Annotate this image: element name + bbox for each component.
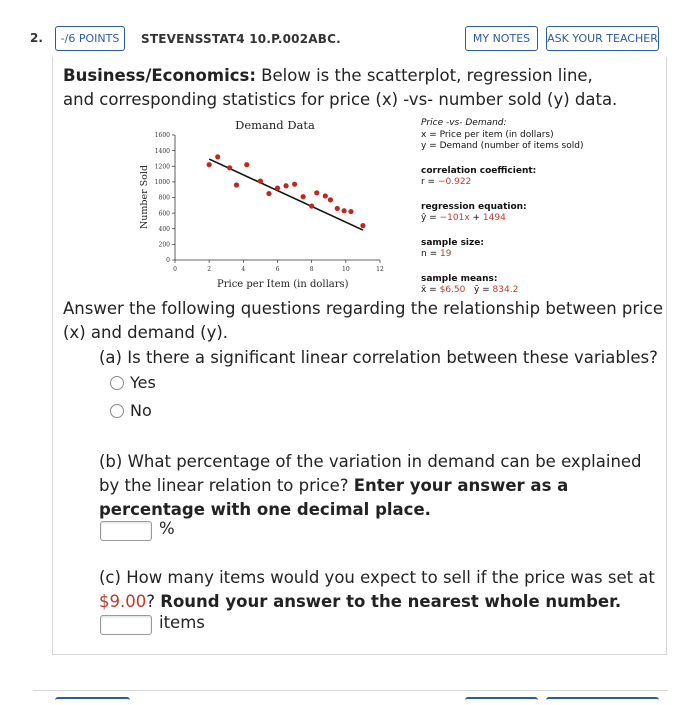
next-my-notes-edge[interactable] bbox=[465, 697, 538, 705]
y-tick-label: 400 bbox=[158, 225, 170, 233]
yes-label: Yes bbox=[130, 373, 156, 392]
data-point bbox=[342, 208, 347, 213]
regression-header: regression equation: bbox=[421, 201, 527, 212]
y-tick-label: 600 bbox=[158, 210, 170, 218]
chart-title: Demand Data bbox=[235, 118, 315, 132]
x-tick-label: 8 bbox=[309, 266, 314, 273]
data-point bbox=[215, 154, 220, 159]
question-intro bbox=[63, 64, 623, 112]
data-point bbox=[207, 162, 212, 167]
x-tick-label: 2 bbox=[207, 266, 212, 273]
y-tick-label: 800 bbox=[158, 194, 170, 202]
part-c-text-end: ? bbox=[146, 592, 161, 611]
correlation-value: −0.922 bbox=[437, 177, 472, 187]
regression-line-segment bbox=[209, 159, 363, 230]
y-definition: y = Demand (number of items sold) bbox=[421, 141, 584, 151]
next-ask-teacher-edge[interactable] bbox=[546, 697, 659, 705]
data-point bbox=[335, 206, 340, 211]
items-unit: items bbox=[159, 613, 205, 632]
part-b-question bbox=[99, 450, 664, 522]
data-point bbox=[292, 182, 297, 187]
x-tick-label: 0 bbox=[173, 266, 177, 273]
ybar-value: 834.2 bbox=[492, 285, 519, 295]
part-a-question: (a) Is there a significant linear correlation between these variables? bbox=[99, 348, 658, 367]
regression-plus: + bbox=[469, 213, 483, 223]
data-point bbox=[348, 209, 353, 214]
option-yes[interactable] bbox=[110, 373, 156, 392]
regression-prefix: ŷ = bbox=[421, 213, 440, 223]
regression-equation-row bbox=[421, 213, 583, 225]
data-point bbox=[323, 193, 328, 198]
data-point bbox=[314, 190, 319, 195]
part-b-instruction: Enter your answer as a percentage with one decimal place. bbox=[99, 476, 569, 519]
chart-y-label: Number Sold bbox=[139, 164, 150, 230]
intro-topic: Business/Economics: bbox=[63, 66, 256, 85]
y-axis bbox=[155, 132, 175, 264]
correlation-header: correlation coefficient: bbox=[421, 165, 537, 176]
percentage-unit: % bbox=[159, 519, 175, 538]
ybar-prefix: ȳ = bbox=[465, 285, 493, 295]
part-b-text: (b) What percentage of the variation in demand can be explained by the linear relation to price? bbox=[99, 452, 642, 495]
sample-size-header: sample size: bbox=[421, 237, 484, 248]
data-point bbox=[283, 183, 288, 188]
sample-size-prefix: n = bbox=[421, 249, 440, 259]
correlation-prefix: r = bbox=[421, 177, 438, 187]
items-input[interactable] bbox=[100, 615, 152, 635]
data-point bbox=[360, 223, 365, 228]
sample-means-row bbox=[421, 285, 583, 297]
y-tick-label: 0 bbox=[166, 257, 170, 265]
data-point bbox=[328, 197, 333, 202]
part-c-instruction: Round your answer to the nearest whole number. bbox=[160, 592, 622, 611]
regression-line bbox=[209, 159, 363, 230]
data-point bbox=[275, 186, 280, 191]
percentage-input[interactable] bbox=[100, 521, 152, 541]
intro-text: Below is the scatterplot, regression line, and corresponding statistics for price (x) -vs- number sold (y) data. bbox=[63, 66, 618, 109]
y-tick-label: 200 bbox=[158, 241, 170, 249]
stats-title: Price -vs- Demand: bbox=[421, 118, 507, 128]
data-point bbox=[244, 162, 249, 167]
my-notes-button[interactable]: MY NOTES bbox=[465, 26, 538, 51]
x-tick-label: 10 bbox=[342, 266, 350, 273]
next-points-button-edge[interactable] bbox=[55, 697, 130, 705]
no-label: No bbox=[130, 401, 152, 420]
data-point bbox=[227, 165, 232, 170]
regression-slope: −101x bbox=[439, 213, 470, 223]
no-radio[interactable] bbox=[110, 404, 124, 418]
data-point bbox=[301, 194, 306, 199]
xbar-value: $6.50 bbox=[439, 285, 466, 295]
question-source: STEVENSSTAT4 10.P.002ABC. bbox=[141, 32, 341, 46]
correlation-value-row bbox=[421, 177, 583, 189]
part-c-question bbox=[99, 566, 664, 614]
chart-x-label: Price per Item (in dollars) bbox=[217, 279, 349, 290]
data-point bbox=[266, 191, 271, 196]
data-point bbox=[309, 203, 314, 208]
sample-size-row bbox=[421, 249, 583, 261]
question-number: 2. bbox=[30, 31, 43, 45]
answer-instructions: Answer the following questions regarding the relationship between price (x) and demand (y). bbox=[63, 299, 663, 342]
points-button[interactable]: -/6 POINTS bbox=[55, 26, 125, 51]
xbar-prefix: x̄ = bbox=[421, 285, 440, 295]
option-no[interactable] bbox=[110, 401, 152, 420]
y-tick-label: 1000 bbox=[154, 179, 170, 187]
ask-teacher-button[interactable]: ASK YOUR TEACHER bbox=[546, 26, 659, 51]
data-points bbox=[207, 154, 366, 228]
x-definition: x = Price per item (in dollars) bbox=[421, 129, 554, 140]
demand-scatterplot bbox=[120, 113, 390, 273]
yes-radio[interactable] bbox=[110, 376, 124, 390]
part-c-text: (c) How many items would you expect to sell if the price was set at bbox=[99, 568, 655, 587]
x-tick-label: 12 bbox=[376, 266, 384, 273]
y-tick-label: 1600 bbox=[154, 132, 170, 140]
y-tick-label: 1400 bbox=[154, 147, 170, 155]
sample-size-value: 19 bbox=[439, 249, 452, 259]
sample-means-header: sample means: bbox=[421, 273, 498, 284]
data-point bbox=[258, 178, 263, 183]
y-tick-label: 1200 bbox=[154, 163, 170, 171]
x-tick-label: 6 bbox=[275, 266, 280, 273]
data-point bbox=[234, 182, 239, 187]
part-c-price: $9.00 bbox=[99, 592, 147, 611]
statistics-panel bbox=[421, 118, 583, 297]
x-tick-label: 4 bbox=[241, 266, 246, 273]
regression-intercept: 1494 bbox=[482, 213, 506, 223]
